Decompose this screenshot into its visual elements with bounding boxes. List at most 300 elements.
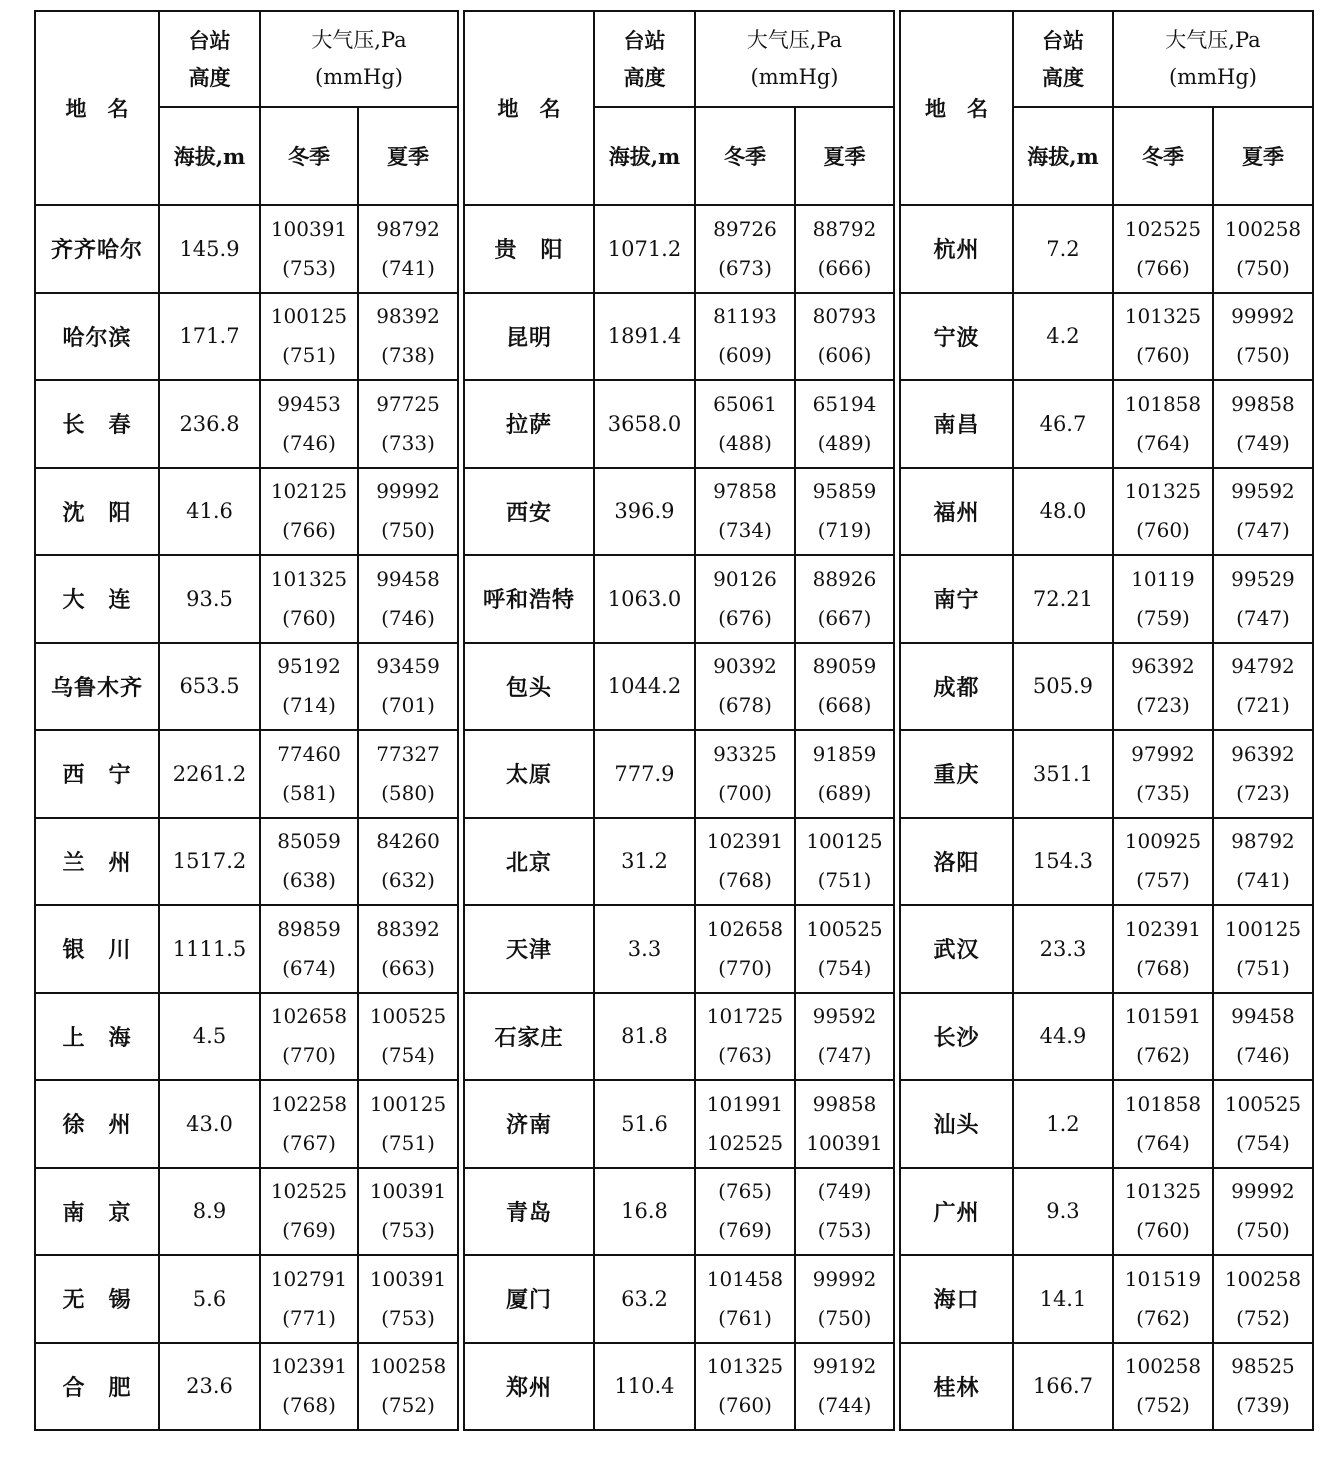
place-name: 西 宁	[35, 730, 159, 818]
winter-pressure	[1113, 205, 1213, 293]
altitude-value: 3658.0	[594, 380, 695, 468]
winter-pressure	[260, 1168, 358, 1256]
winter-pa: 102525	[1124, 216, 1202, 241]
summer-mmhg: (749)	[1236, 430, 1290, 455]
winter-pa: 101325	[1124, 304, 1202, 329]
winter-mmhg: (753)	[282, 255, 336, 280]
summer-pa: (749)	[817, 1179, 872, 1204]
winter-pressure	[1113, 905, 1213, 993]
table-row	[35, 468, 458, 556]
summer-pressure	[358, 905, 458, 993]
summer-mmhg: (753)	[381, 1218, 435, 1243]
winter-mmhg: (751)	[282, 343, 336, 368]
winter-mmhg: (762)	[1136, 1305, 1190, 1330]
winter-mmhg: (769)	[282, 1218, 336, 1243]
altitude-value: 1891.4	[594, 293, 695, 381]
table-row	[900, 468, 1313, 556]
summer-mmhg: (754)	[817, 955, 872, 980]
place-name: 汕头	[900, 1080, 1013, 1168]
summer-pressure	[358, 1343, 458, 1431]
place-name: 哈尔滨	[35, 293, 159, 381]
winter-pressure	[260, 293, 358, 381]
winter-mmhg: (766)	[1136, 255, 1190, 280]
winter-pa: 101325	[706, 1354, 784, 1379]
place-name: 大 连	[35, 555, 159, 643]
summer-mmhg: (750)	[817, 1305, 872, 1330]
winter-pa: 96392	[1131, 654, 1195, 679]
table-row	[464, 643, 894, 731]
summer-pressure	[795, 380, 894, 468]
winter-mmhg: (752)	[1136, 1393, 1190, 1418]
summer-mmhg: (754)	[1236, 1130, 1290, 1155]
winter-pa: 101325	[1124, 1179, 1202, 1204]
altitude-value: 23.6	[159, 1343, 260, 1431]
winter-pa: 101519	[1124, 1266, 1202, 1291]
table-row	[464, 1080, 894, 1168]
summer-pa: 88392	[376, 916, 440, 941]
summer-pressure	[358, 1080, 458, 1168]
summer-mmhg: (666)	[817, 255, 872, 280]
table-row	[464, 1255, 894, 1343]
summer-mmhg: (750)	[1236, 343, 1290, 368]
winter-mmhg: (762)	[1136, 1043, 1190, 1068]
place-name: 银 川	[35, 905, 159, 993]
place-name: 长 春	[35, 380, 159, 468]
summer-mmhg: (747)	[1236, 518, 1290, 543]
summer-mmhg: (750)	[381, 518, 435, 543]
winter-pressure	[695, 905, 795, 993]
table-row	[35, 643, 458, 731]
winter-pa: 101591	[1124, 1004, 1202, 1029]
table-row	[35, 993, 458, 1081]
place-name: 广州	[900, 1168, 1013, 1256]
summer-pressure	[1213, 555, 1313, 643]
summer-pa: 95859	[812, 479, 877, 504]
panel-3	[899, 10, 1314, 1431]
summer-mmhg: (750)	[1236, 1218, 1290, 1243]
winter-pa: 102391	[706, 829, 784, 854]
summer-pa: 98792	[1231, 829, 1295, 854]
table-row	[35, 1343, 458, 1431]
winter-mmhg: (760)	[282, 605, 336, 630]
table-row	[900, 1255, 1313, 1343]
winter-pressure	[695, 643, 795, 731]
altitude-value: 1.2	[1013, 1080, 1113, 1168]
summer-pressure	[1213, 380, 1313, 468]
winter-pressure	[260, 380, 358, 468]
place-name: 沈 阳	[35, 468, 159, 556]
summer-mmhg: (750)	[1236, 255, 1290, 280]
altitude-value: 63.2	[594, 1255, 695, 1343]
winter-mmhg: (767)	[282, 1130, 336, 1155]
summer-pa: 100525	[369, 1004, 447, 1029]
winter-mmhg: (746)	[282, 430, 336, 455]
summer-pressure	[1213, 468, 1313, 556]
header-place: 地 名	[35, 11, 159, 205]
place-name: 昆明	[464, 293, 594, 381]
table-row	[900, 293, 1313, 381]
table-row	[900, 1080, 1313, 1168]
summer-pa: 99858	[812, 1091, 877, 1116]
winter-mmhg: (761)	[718, 1305, 772, 1330]
header-place: 地 名	[900, 11, 1013, 205]
summer-pressure	[1213, 1080, 1313, 1168]
table-row	[35, 1080, 458, 1168]
summer-pa: 100125	[806, 829, 883, 854]
header-pressure: 大气压,Pa (mmHg)	[695, 11, 894, 107]
summer-mmhg: (751)	[381, 1130, 435, 1155]
summer-mmhg: (746)	[1236, 1043, 1290, 1068]
winter-pressure	[1113, 380, 1213, 468]
summer-pa: 99992	[812, 1266, 877, 1291]
table-row	[900, 905, 1313, 993]
altitude-value: 14.1	[1013, 1255, 1113, 1343]
summer-pressure	[795, 643, 894, 731]
winter-pa: 95192	[277, 654, 341, 679]
summer-pa: 100258	[369, 1354, 447, 1379]
winter-mmhg: (638)	[282, 868, 336, 893]
altitude-value: 43.0	[159, 1080, 260, 1168]
place-name: 兰 州	[35, 818, 159, 906]
winter-mmhg: (760)	[1136, 343, 1190, 368]
winter-mmhg: (769)	[718, 1218, 772, 1243]
altitude-value: 1111.5	[159, 905, 260, 993]
winter-pa: 102391	[1124, 916, 1202, 941]
winter-pa: 97992	[1131, 741, 1195, 766]
summer-mmhg: (689)	[817, 780, 872, 805]
summer-pa: 98392	[376, 304, 440, 329]
altitude-value: 1071.2	[594, 205, 695, 293]
winter-pa: 102658	[270, 1004, 348, 1029]
winter-pressure	[1113, 993, 1213, 1081]
winter-pressure	[260, 205, 358, 293]
panel-2	[463, 10, 895, 1431]
summer-mmhg: 100391	[806, 1130, 883, 1155]
summer-pressure	[1213, 1168, 1313, 1256]
summer-pa: 99458	[1231, 1004, 1295, 1029]
place-name: 西安	[464, 468, 594, 556]
winter-pa: 101858	[1124, 391, 1202, 416]
winter-pa: 90126	[713, 566, 777, 591]
winter-pressure	[260, 468, 358, 556]
summer-pa: 100125	[369, 1091, 447, 1116]
winter-mmhg: (770)	[282, 1043, 336, 1068]
summer-mmhg: (746)	[381, 605, 435, 630]
summer-pressure	[358, 555, 458, 643]
winter-pressure	[695, 380, 795, 468]
summer-pressure	[795, 293, 894, 381]
winter-pressure	[1113, 1343, 1213, 1431]
winter-pa: 101325	[1124, 479, 1202, 504]
altitude-value: 351.1	[1013, 730, 1113, 818]
place-name: 厦门	[464, 1255, 594, 1343]
summer-pa: 100258	[1224, 1266, 1302, 1291]
summer-pa: 100525	[806, 916, 883, 941]
table-row	[35, 818, 458, 906]
altitude-value: 5.6	[159, 1255, 260, 1343]
winter-pressure	[695, 293, 795, 381]
summer-pressure	[358, 643, 458, 731]
winter-pa: 77460	[277, 741, 341, 766]
place-name: 天津	[464, 905, 594, 993]
table-row	[900, 643, 1313, 731]
table-row	[464, 555, 894, 643]
winter-mmhg: (678)	[718, 693, 772, 718]
place-name: 宁波	[900, 293, 1013, 381]
table-row	[464, 818, 894, 906]
winter-pressure	[260, 1343, 358, 1431]
summer-pressure	[795, 468, 894, 556]
winter-pa: 100258	[1124, 1354, 1202, 1379]
summer-mmhg: (741)	[381, 255, 435, 280]
altitude-value: 4.2	[1013, 293, 1113, 381]
winter-mmhg: (770)	[718, 955, 772, 980]
winter-mmhg: (735)	[1136, 780, 1190, 805]
summer-pa: 98792	[376, 216, 440, 241]
summer-mmhg: (580)	[381, 780, 435, 805]
summer-pa: 96392	[1231, 741, 1295, 766]
winter-mmhg: (771)	[282, 1305, 336, 1330]
winter-pa: 81193	[713, 304, 777, 329]
summer-pressure	[1213, 818, 1313, 906]
summer-pa: 91859	[812, 741, 877, 766]
header-winter: 冬季	[260, 107, 358, 205]
winter-mmhg: (766)	[282, 518, 336, 543]
altitude-value: 16.8	[594, 1168, 695, 1256]
winter-mmhg: (764)	[1136, 430, 1190, 455]
winter-pa: 89726	[713, 216, 777, 241]
winter-pressure	[260, 555, 358, 643]
summer-pressure	[358, 380, 458, 468]
winter-pa: 102525	[270, 1179, 348, 1204]
summer-pa: 77327	[376, 741, 440, 766]
winter-mmhg: (734)	[718, 518, 772, 543]
summer-mmhg: (752)	[1236, 1305, 1290, 1330]
summer-pa: 98525	[1231, 1354, 1295, 1379]
altitude-value: 236.8	[159, 380, 260, 468]
winter-pa: 101725	[706, 1004, 784, 1029]
summer-pa: 84260	[376, 829, 440, 854]
summer-mmhg: (738)	[381, 343, 435, 368]
summer-mmhg: (663)	[381, 955, 435, 980]
table-row	[35, 205, 458, 293]
summer-mmhg: (741)	[1236, 868, 1290, 893]
summer-pa: 100258	[1224, 216, 1302, 241]
summer-pa: 99592	[1231, 479, 1295, 504]
place-name: 武汉	[900, 905, 1013, 993]
place-name: 石家庄	[464, 993, 594, 1081]
winter-mmhg: (760)	[1136, 518, 1190, 543]
winter-pressure	[695, 205, 795, 293]
summer-pressure	[358, 205, 458, 293]
winter-mmhg: (760)	[718, 1393, 772, 1418]
summer-pressure	[1213, 1255, 1313, 1343]
place-name: 呼和浩特	[464, 555, 594, 643]
place-name: 福州	[900, 468, 1013, 556]
winter-mmhg: (760)	[1136, 1218, 1190, 1243]
winter-pa: 99453	[277, 391, 341, 416]
winter-mmhg: 102525	[706, 1130, 784, 1155]
winter-mmhg: (768)	[282, 1393, 336, 1418]
place-name: 长沙	[900, 993, 1013, 1081]
pressure-table	[34, 10, 1314, 1431]
header-summer: 夏季	[358, 107, 458, 205]
place-name: 海口	[900, 1255, 1013, 1343]
winter-pa: 102391	[270, 1354, 348, 1379]
winter-pressure	[260, 730, 358, 818]
table-row	[464, 205, 894, 293]
summer-pressure	[1213, 643, 1313, 731]
table-row	[464, 293, 894, 381]
altitude-value: 51.6	[594, 1080, 695, 1168]
summer-pressure	[1213, 905, 1313, 993]
winter-pa: 102791	[270, 1266, 348, 1291]
winter-pressure	[695, 1343, 795, 1431]
place-name: 包头	[464, 643, 594, 731]
summer-pressure	[795, 555, 894, 643]
winter-pa: 89859	[277, 916, 341, 941]
summer-pressure	[1213, 1343, 1313, 1431]
altitude-value: 1517.2	[159, 818, 260, 906]
winter-pa: 100125	[270, 304, 348, 329]
winter-pressure	[1113, 293, 1213, 381]
summer-pa: 93459	[376, 654, 440, 679]
winter-pa: 100391	[270, 216, 348, 241]
header-altitude: 海拔,m	[594, 107, 695, 205]
place-name: 北京	[464, 818, 594, 906]
summer-mmhg: (751)	[817, 868, 872, 893]
summer-mmhg: (719)	[817, 518, 872, 543]
summer-mmhg: (739)	[1236, 1393, 1290, 1418]
summer-mmhg: (752)	[381, 1393, 435, 1418]
winter-pa: 100925	[1124, 829, 1202, 854]
summer-pa: 88926	[812, 566, 877, 591]
winter-pressure	[260, 905, 358, 993]
panel-1	[34, 10, 459, 1431]
winter-pressure	[695, 1255, 795, 1343]
winter-pa: (765)	[718, 1179, 772, 1204]
summer-pressure	[795, 818, 894, 906]
altitude-value: 72.21	[1013, 555, 1113, 643]
header-station-height: 台站 高度	[159, 11, 260, 107]
altitude-value: 505.9	[1013, 643, 1113, 731]
summer-mmhg: (721)	[1236, 693, 1290, 718]
winter-pressure	[260, 643, 358, 731]
winter-pressure	[695, 555, 795, 643]
winter-pressure	[1113, 1255, 1213, 1343]
altitude-value: 23.3	[1013, 905, 1113, 993]
summer-pa: 99529	[1231, 566, 1295, 591]
winter-pressure	[695, 730, 795, 818]
table-row	[464, 380, 894, 468]
place-name: 南宁	[900, 555, 1013, 643]
summer-mmhg: (667)	[817, 605, 872, 630]
summer-pa: 89059	[812, 654, 877, 679]
winter-mmhg: (768)	[718, 868, 772, 893]
winter-pressure	[1113, 1168, 1213, 1256]
summer-pressure	[358, 1168, 458, 1256]
summer-pa: 99992	[376, 479, 440, 504]
table-row	[35, 1255, 458, 1343]
place-name: 南昌	[900, 380, 1013, 468]
summer-pa: 97725	[376, 391, 440, 416]
winter-pressure	[695, 1080, 795, 1168]
place-name: 徐 州	[35, 1080, 159, 1168]
winter-pressure	[1113, 1080, 1213, 1168]
altitude-value: 81.8	[594, 993, 695, 1081]
summer-pressure	[795, 1080, 894, 1168]
summer-pa: 99992	[1231, 304, 1295, 329]
summer-pressure	[358, 818, 458, 906]
place-name: 上 海	[35, 993, 159, 1081]
header-place: 地 名	[464, 11, 594, 205]
winter-pa: 93325	[713, 741, 777, 766]
summer-pa: 99858	[1231, 391, 1295, 416]
table-row	[900, 380, 1313, 468]
altitude-value: 396.9	[594, 468, 695, 556]
summer-pa: 65194	[812, 391, 877, 416]
altitude-value: 7.2	[1013, 205, 1113, 293]
summer-mmhg: (606)	[817, 343, 872, 368]
winter-pressure	[695, 818, 795, 906]
summer-pa: 100125	[1224, 916, 1302, 941]
winter-pressure	[260, 1255, 358, 1343]
winter-pa: 97858	[713, 479, 777, 504]
summer-pressure	[358, 993, 458, 1081]
table-row	[35, 905, 458, 993]
altitude-value: 9.3	[1013, 1168, 1113, 1256]
winter-pressure	[260, 818, 358, 906]
altitude-value: 1044.2	[594, 643, 695, 731]
place-name: 齐齐哈尔	[35, 205, 159, 293]
table-row	[900, 993, 1313, 1081]
altitude-value: 8.9	[159, 1168, 260, 1256]
winter-pa: 101458	[706, 1266, 784, 1291]
altitude-value: 166.7	[1013, 1343, 1113, 1431]
place-name: 桂林	[900, 1343, 1013, 1431]
header-summer: 夏季	[795, 107, 894, 205]
winter-mmhg: (700)	[718, 780, 772, 805]
table-row	[900, 1168, 1313, 1256]
summer-mmhg: (754)	[381, 1043, 435, 1068]
winter-pressure	[1113, 643, 1213, 731]
header-altitude: 海拔,m	[1013, 107, 1113, 205]
table-row	[900, 730, 1313, 818]
winter-mmhg: (609)	[718, 343, 772, 368]
place-name: 青岛	[464, 1168, 594, 1256]
summer-pressure	[795, 730, 894, 818]
table-row	[35, 293, 458, 381]
winter-mmhg: (757)	[1136, 868, 1190, 893]
winter-pa: 102258	[270, 1091, 348, 1116]
winter-mmhg: (764)	[1136, 1130, 1190, 1155]
summer-mmhg: (489)	[817, 430, 872, 455]
winter-mmhg: (674)	[282, 955, 336, 980]
summer-mmhg: (632)	[381, 868, 435, 893]
summer-pa: 94792	[1231, 654, 1295, 679]
summer-pa: 88792	[812, 216, 877, 241]
winter-pressure	[1113, 818, 1213, 906]
altitude-value: 48.0	[1013, 468, 1113, 556]
winter-pressure	[1113, 730, 1213, 818]
altitude-value: 171.7	[159, 293, 260, 381]
winter-mmhg: (723)	[1136, 693, 1190, 718]
place-name: 南 京	[35, 1168, 159, 1256]
summer-mmhg: (747)	[1236, 605, 1290, 630]
summer-pa: 100391	[369, 1266, 447, 1291]
winter-mmhg: (488)	[718, 430, 772, 455]
summer-mmhg: (723)	[1236, 780, 1290, 805]
